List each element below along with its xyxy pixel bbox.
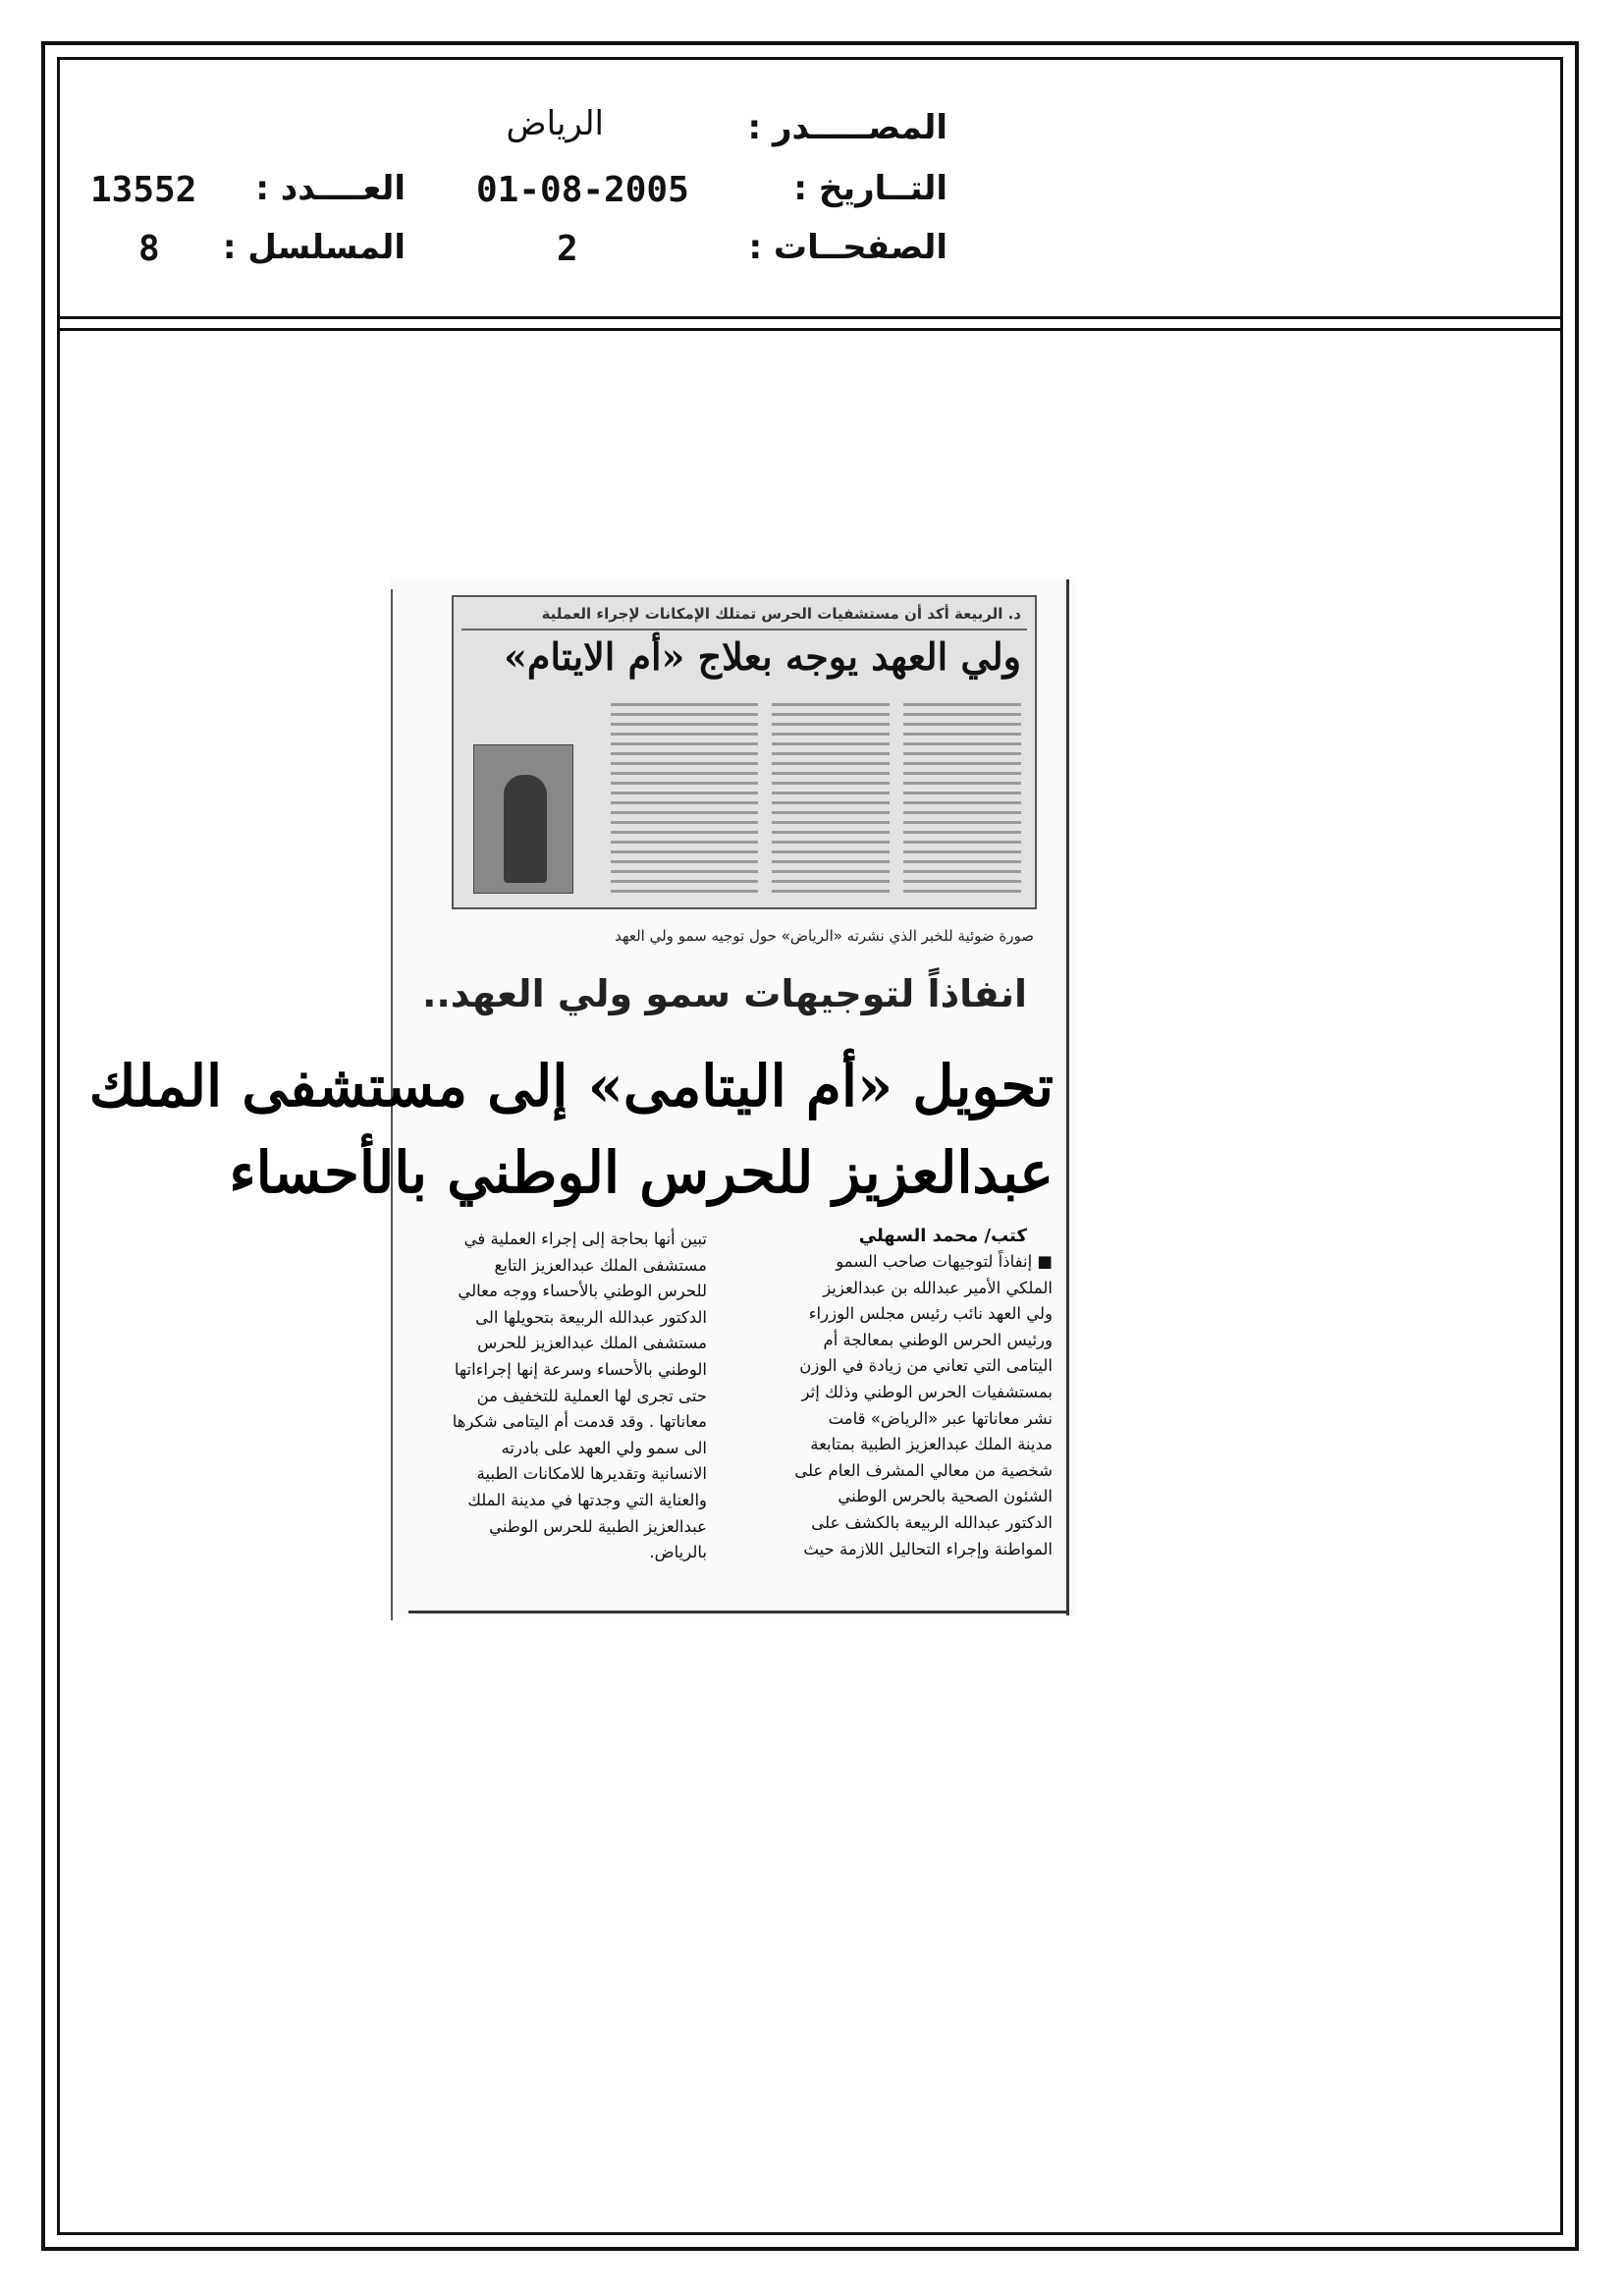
text-line: الوطني بالأحساء وسرعة إنها إجراءاتها: [454, 1359, 707, 1379]
text-line: مدينة الملك عبدالعزيز الطبية بمتابعة: [810, 1435, 1053, 1454]
text-line: مستشفى الملك عبدالعزيز للحرس: [477, 1334, 707, 1353]
clipping-edge-bottom: [408, 1611, 1068, 1613]
article-headline-line1: تحويل «أم اليتامى» إلى مستشفى الملك: [88, 1053, 1054, 1120]
article-headline-line2: عبدالعزيز للحرس الوطني بالأحساء: [229, 1139, 1054, 1206]
text-line: عبدالعزيز الطبية للحرس الوطني: [489, 1516, 707, 1536]
photo-headline: ولي العهد يوجه بعلاج «أم الايتام»: [504, 634, 1021, 679]
date-label: التــاريخ :: [793, 169, 947, 208]
article-column-right: [763, 1249, 1053, 1562]
text-line: معاناتها . وقد قدمت أم اليتامى شكرها: [452, 1412, 707, 1432]
serial-value: 8: [138, 229, 160, 269]
text-line: نشر معاناتها عبر «الرياض» قامت: [828, 1408, 1053, 1428]
header-divider-bottom: [57, 328, 1563, 331]
photo-rule: [461, 629, 1027, 630]
article-byline: كتب/ محمد السهلي: [858, 1226, 1027, 1246]
photo-kicker: د. الربيعة أكد أن مستشفيات الحرس تمتلك الإمكانات لإجراء العملية: [541, 605, 1021, 623]
photo-text-column: [611, 703, 758, 900]
text-line: شخصية من معالي المشرف العام على: [794, 1460, 1053, 1480]
text-line: للحرس الوطني بالأحساء ووجه معالي: [458, 1282, 707, 1301]
text-line: الدكتور عبدالله الربيعة بالكشف على: [811, 1512, 1053, 1532]
scanned-article-photo: [452, 595, 1037, 909]
text-line: ■ إنفاذاً لتوجيهات صاحب السمو: [836, 1252, 1053, 1271]
person-photo: [473, 744, 573, 894]
text-line: تبين أنها بحاجة إلى إجراء العملية في: [463, 1230, 707, 1248]
article-column-left: [412, 1227, 707, 1566]
issue-value: 13552: [90, 170, 197, 210]
text-line: الى سمو ولي العهد على بادرته: [501, 1438, 707, 1457]
text-line: الملكي الأمير عبدالله بن عبدالعزيز: [823, 1278, 1053, 1297]
text-line: الشئون الصحية بالحرس الوطني: [838, 1487, 1053, 1506]
text-line: مستشفى الملك عبدالعزيز التابع: [494, 1255, 707, 1275]
text-line: اليتامى التي تعاني من زيادة في الوزن: [799, 1356, 1053, 1376]
article-kicker: انفاذاً لتوجيهات سمو ولي العهد..: [421, 972, 1027, 1015]
photo-caption: صورة ضوئية للخبر الذي نشرته «الرياض» حول توجيه سمو ولي العهد: [615, 927, 1034, 945]
text-line: ورئيس الحرس الوطني بمعالجة أم: [823, 1330, 1053, 1349]
pages-label: الصفحــات :: [748, 228, 947, 267]
text-line: ولي العهد نائب رئيس مجلس الوزراء: [808, 1304, 1053, 1324]
text-line: المواطنة وإجراء التحاليل اللازمة حيث: [803, 1539, 1053, 1558]
source-label: المصـــــدر :: [747, 108, 947, 147]
photo-text-column: [772, 703, 890, 900]
text-line: بالرياض.: [649, 1543, 707, 1562]
text-line: الانسانية وتقديرها للامكانات الطبية: [476, 1464, 707, 1484]
date-value: 01-08-2005: [476, 170, 689, 210]
issue-label: العــــدد :: [255, 169, 406, 208]
text-line: الدكتور عبدالله الربيعة بتحويلها الى: [475, 1307, 707, 1327]
text-line: والعناية التي وجدتها في مدينة الملك: [467, 1490, 707, 1509]
source-value: الرياض: [506, 104, 604, 143]
text-line: حتى تجرى لها العملية للتخفيف من: [476, 1386, 707, 1405]
text-line: بمستشفيات الحرس الوطني وذلك إثر: [801, 1382, 1053, 1401]
pages-value: 2: [557, 229, 578, 269]
serial-label: المسلسل :: [222, 228, 406, 267]
header-divider-top: [57, 316, 1563, 319]
photo-text-column: [903, 703, 1021, 900]
clipping-edge-right: [1066, 579, 1069, 1615]
